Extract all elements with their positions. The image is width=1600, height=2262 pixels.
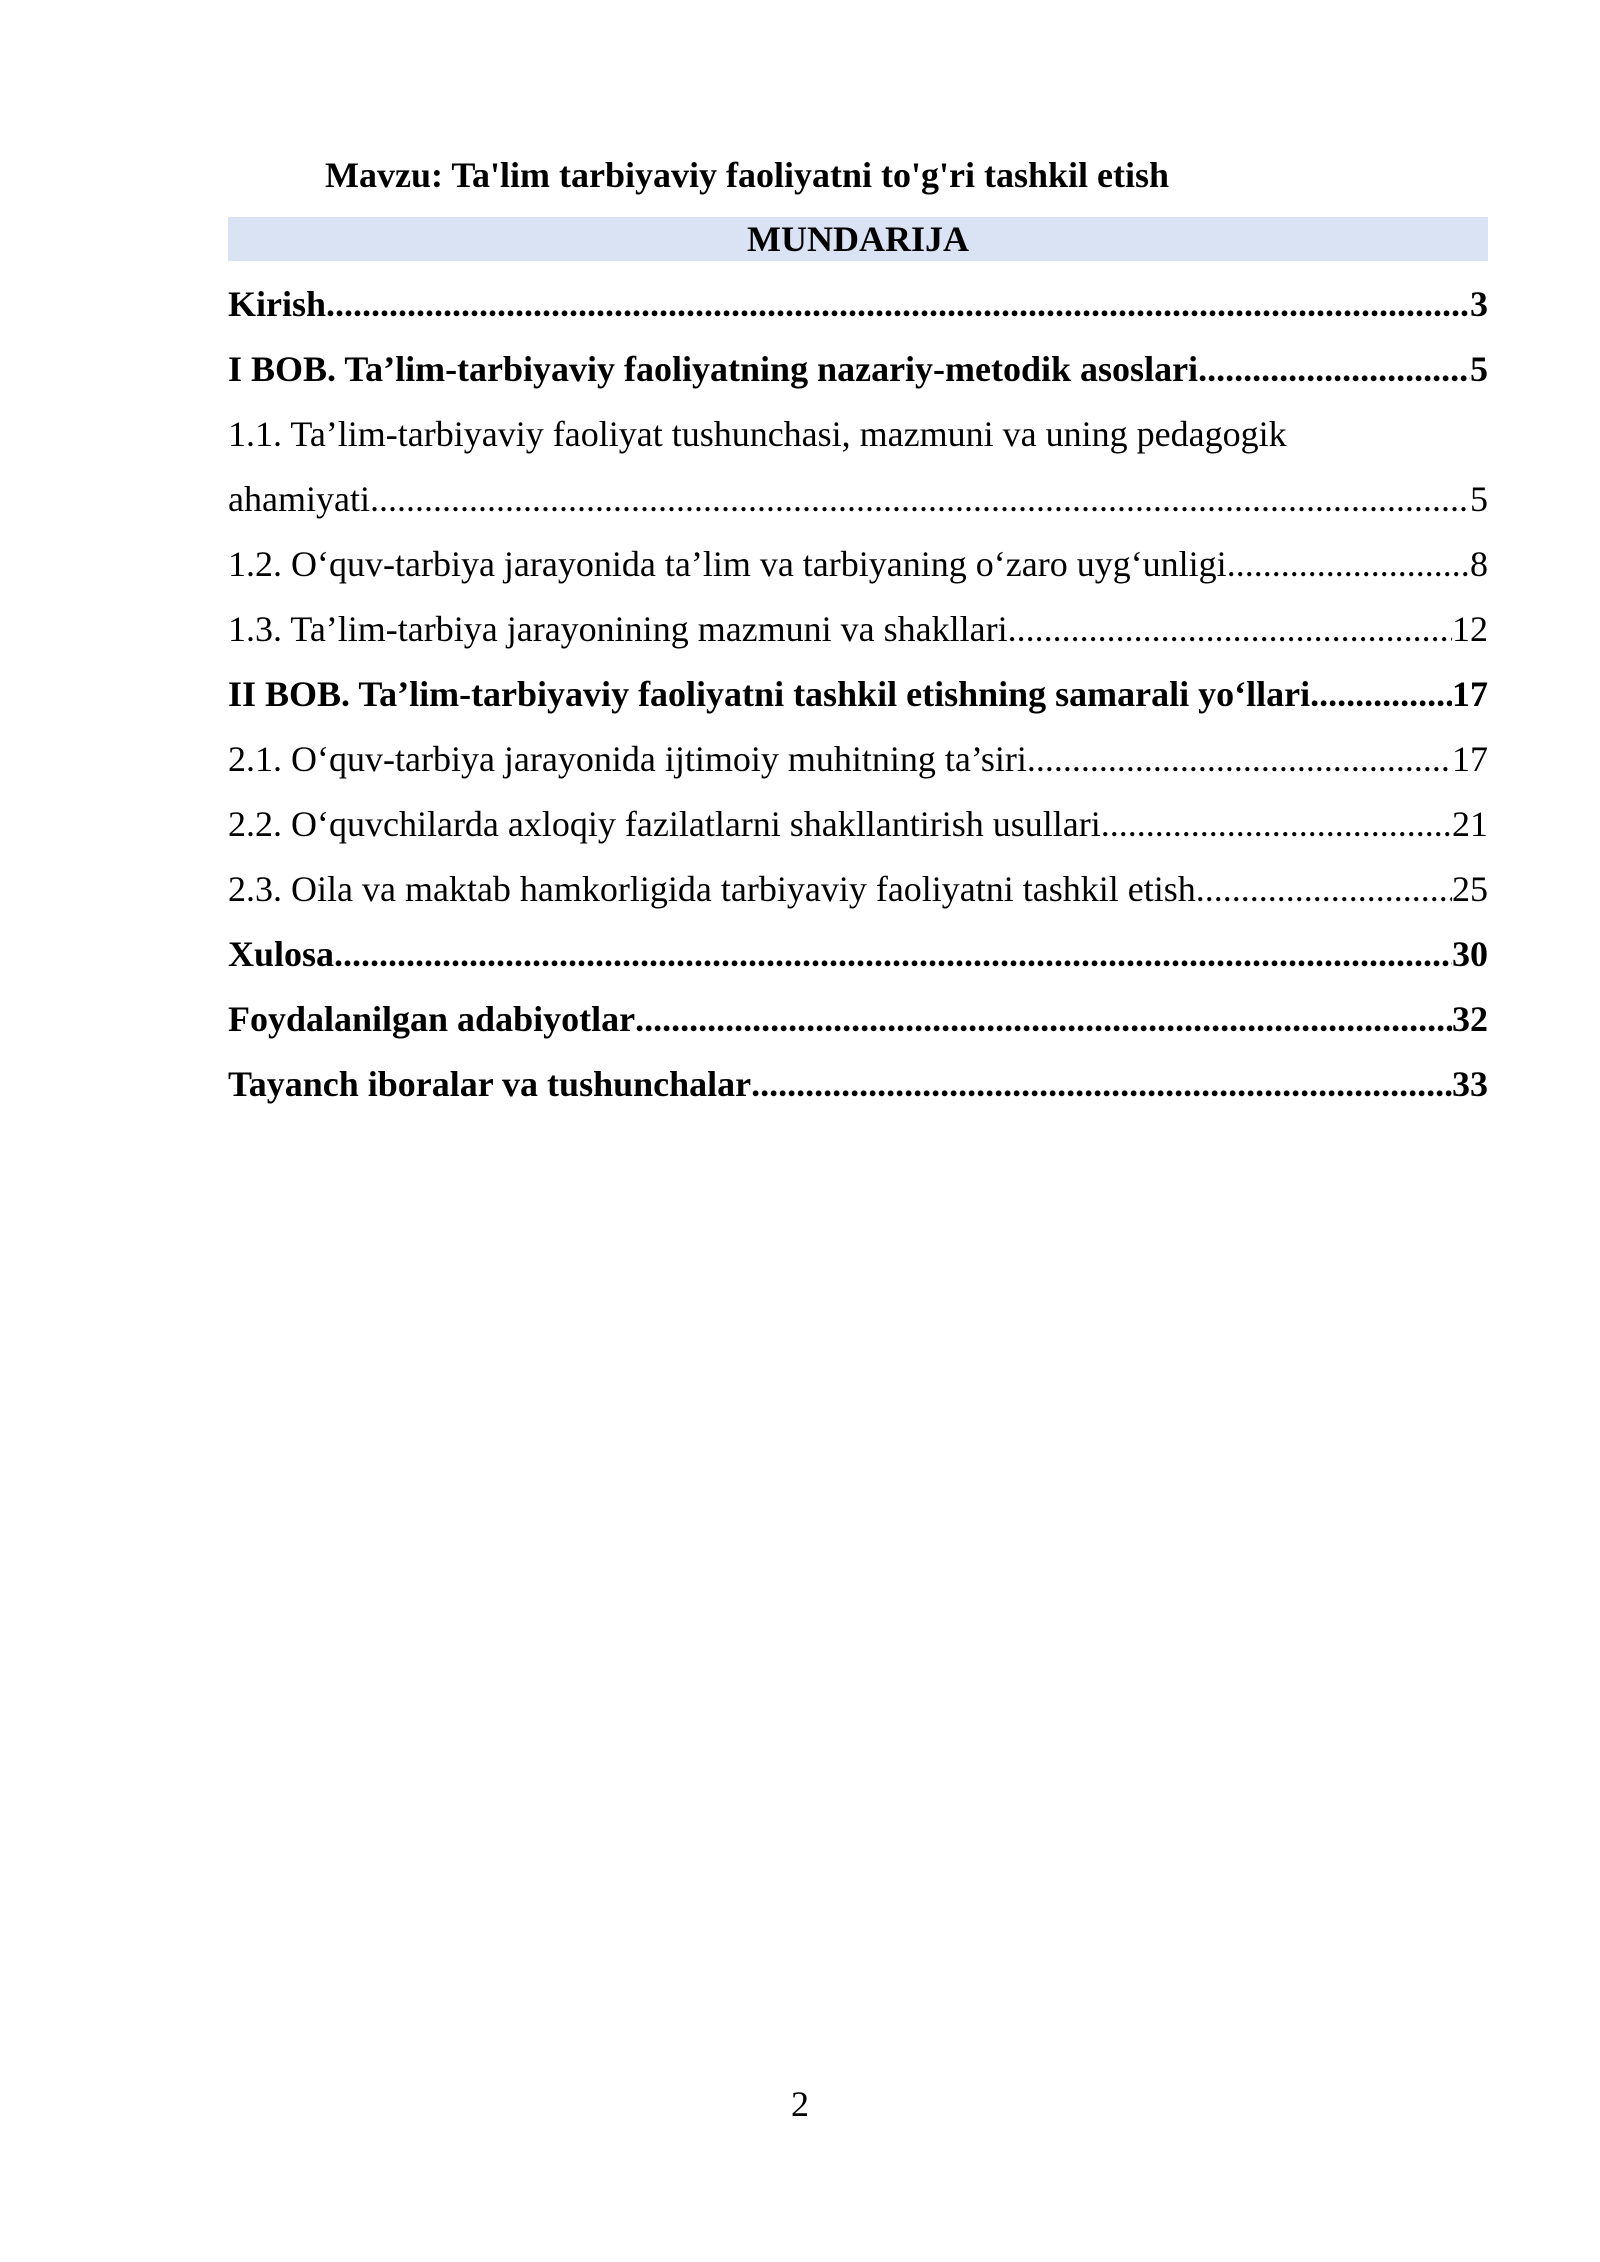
dot-leader	[1310, 668, 1452, 720]
toc-entry-text: Kirish	[228, 284, 327, 324]
toc-entry-text: 2.3. Oila va maktab hamkorligida tarbiyaviy faoliyatni tashkil etish	[228, 869, 1196, 909]
page-number: 2	[791, 2084, 809, 2124]
toc-entry-text: 2.2. O‘quvchilarda axloqiy fazilatlarni shakllantirish usullari	[228, 804, 1101, 844]
toc-page-number: 5	[1470, 479, 1488, 519]
toc-entry-chapter-1[interactable]	[228, 343, 1488, 408]
toc-page-number: 32	[1452, 999, 1488, 1039]
toc-page-number: 17	[1452, 674, 1488, 714]
toc-entry-text: Xulosa	[228, 934, 335, 974]
dot-leader	[1008, 603, 1452, 655]
toc-entry-section-2-2[interactable]	[228, 798, 1488, 863]
toc-entry-chapter-2[interactable]	[228, 668, 1488, 733]
toc-page-number: 8	[1470, 544, 1488, 584]
toc-page-number: 5	[1470, 349, 1488, 389]
document-topic: Mavzu: Ta'lim tarbiyaviy faoliyatni to'g'ri tashkil etish	[325, 155, 1170, 195]
dot-leader	[635, 993, 1452, 1045]
toc-entry-text: Foydalanilgan adabiyotlar	[228, 999, 636, 1039]
dot-leader	[1198, 343, 1470, 395]
toc-entry-text: Tayanch iboralar va tushunchalar	[228, 1064, 752, 1104]
toc-entry-section-2-1[interactable]	[228, 733, 1488, 798]
toc-entry-text: ahamiyati	[228, 479, 370, 519]
table-of-contents	[228, 278, 1488, 1123]
dot-leader	[326, 278, 1470, 330]
toc-entry-section-1-1-line1[interactable]: 1.1. Ta’lim-tarbiyaviy faoliyat tushunchasi, mazmuni va uning pedagogik	[228, 414, 1287, 454]
toc-entry-xulosa[interactable]	[228, 928, 1488, 993]
toc-entry-text: II BOB. Ta’lim-tarbiyaviy faoliyatni tashkil etishning samarali yo‘llari	[228, 674, 1311, 714]
dot-leader	[1101, 798, 1452, 850]
toc-page-number: 30	[1452, 934, 1488, 974]
toc-entry-text: 1.2. O‘quv-tarbiya jarayonida ta’lim va tarbiyaning o‘zaro uyg‘unligi	[228, 544, 1227, 584]
toc-entry-kirish[interactable]	[228, 278, 1488, 343]
toc-page-number: 33	[1452, 1064, 1488, 1104]
toc-page-number: 17	[1452, 739, 1488, 779]
dot-leader	[751, 1058, 1452, 1110]
toc-entry-text: 1.3. Ta’lim-tarbiya jarayonining mazmuni va shakllari	[228, 609, 1008, 649]
toc-page-number: 3	[1470, 284, 1488, 324]
toc-entry-bibliography[interactable]	[228, 993, 1488, 1058]
dot-leader	[1227, 538, 1470, 590]
toc-page-number: 25	[1452, 869, 1488, 909]
toc-entry-section-1-3[interactable]	[228, 603, 1488, 668]
toc-entry-section-2-3[interactable]	[228, 863, 1488, 928]
dot-leader	[1027, 733, 1452, 785]
toc-entry-glossary[interactable]	[228, 1058, 1488, 1123]
toc-entry-text: I BOB. Ta’lim-tarbiyaviy faoliyatning nazariy-metodik asoslari	[228, 349, 1199, 389]
toc-entry-text: 2.1. O‘quv-tarbiya jarayonida ijtimoiy muhitning ta’siri	[228, 739, 1027, 779]
toc-entry-section-1-2[interactable]	[228, 538, 1488, 603]
dot-leader	[370, 473, 1470, 525]
toc-page-number: 12	[1452, 609, 1488, 649]
toc-heading: MUNDARIJA	[747, 219, 969, 259]
toc-page-number: 21	[1452, 804, 1488, 844]
dot-leader	[334, 928, 1452, 980]
dot-leader	[1196, 863, 1452, 915]
toc-entry-section-1-1[interactable]	[228, 473, 1488, 538]
